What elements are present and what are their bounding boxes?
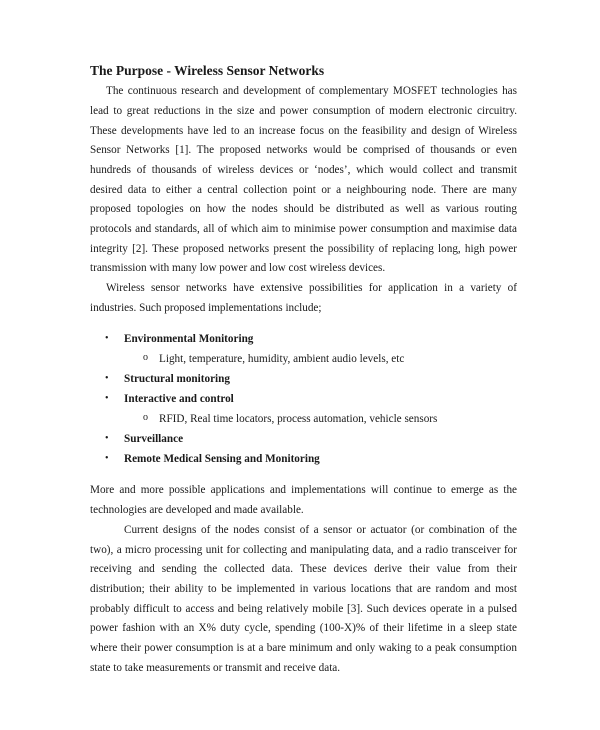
text-line: receiving and sending the collected data. These devices derive their value from their <box>90 563 517 575</box>
text-line: protocols and standards, all of which aim to minimise power consumption and maximise data <box>90 223 517 235</box>
bullet-item-label: Surveillance <box>124 433 184 445</box>
text-line: technologies are developed and made available. <box>90 504 304 516</box>
bullet-item-label: Environmental Monitoring <box>124 333 254 345</box>
text-line: These developments have led to an increase focus on the feasibility and design of Wireless <box>90 125 517 137</box>
text-line: distribution; their ability to be implemented in various locations that are random and most <box>90 583 517 595</box>
bullet-item-label: Remote Medical Sensing and Monitoring <box>124 453 320 465</box>
text-line: Current designs of the nodes consist of a sensor or actuator (or combination of the <box>124 524 517 536</box>
text-line: hundreds of thousands of wireless devices or ‘nodes’, which would collect and transmit <box>90 164 517 176</box>
section-title: The Purpose - Wireless Sensor Networks <box>90 63 325 78</box>
bullet-item-label: Interactive and control <box>124 393 234 405</box>
text-line: probably difficult to access and being relatively mobile [3]. Such devices operate in a pulsed <box>90 603 517 615</box>
text-line: industries. Such proposed implementations include; <box>90 302 322 314</box>
sub-bullet-text: Light, temperature, humidity, ambient audio levels, etc <box>159 353 405 365</box>
text-line: transmission with many low power and low cost wireless devices. <box>90 262 386 274</box>
text-line: More and more possible applications and implementations will continue to emerge as the <box>90 484 517 496</box>
text-line: proposed topologies on how the nodes should be distributed as well as various routing <box>90 203 517 215</box>
bullet-item-label: Structural monitoring <box>124 373 230 385</box>
text-line: power fashion with an X% duty cycle, spending (100-X)% of their lifetime in a sleep state <box>90 622 517 634</box>
text-line: The continuous research and development of complementary MOSFET technologies has <box>106 85 517 97</box>
sub-bullet-icon: o <box>143 352 148 363</box>
text-line: lead to great reductions in the size and power consumption of modern electronic circuitry. <box>90 105 517 117</box>
text-line: Sensor Networks [1]. The proposed networks would be comprised of thousands or even <box>90 144 517 156</box>
text-line: Wireless sensor networks have extensive possibilities for application in a variety of <box>106 282 517 294</box>
text-line: integrity [2]. These proposed networks present the possibility of replacing long, high power <box>90 243 517 255</box>
text-line: desired data to either a central collection point or a neighbouring node. There are many <box>90 184 517 196</box>
bullet-icon: • <box>105 333 109 344</box>
bullet-icon: • <box>105 453 109 464</box>
text-line: where their power consumption is at a bare minimum and only waking to a peak consumption <box>90 642 517 654</box>
bullet-icon: • <box>105 433 109 444</box>
text-line: two), a micro processing unit for collecting and manipulating data, and a radio transceiver for <box>90 544 517 556</box>
sub-bullet-icon: o <box>143 412 148 423</box>
bullet-icon: • <box>105 373 109 384</box>
sub-bullet-text: RFID, Real time locators, process automation, vehicle sensors <box>159 413 438 425</box>
text-line: state to take measurements or transmit and receive data. <box>90 662 341 674</box>
bullet-icon: • <box>105 393 109 404</box>
